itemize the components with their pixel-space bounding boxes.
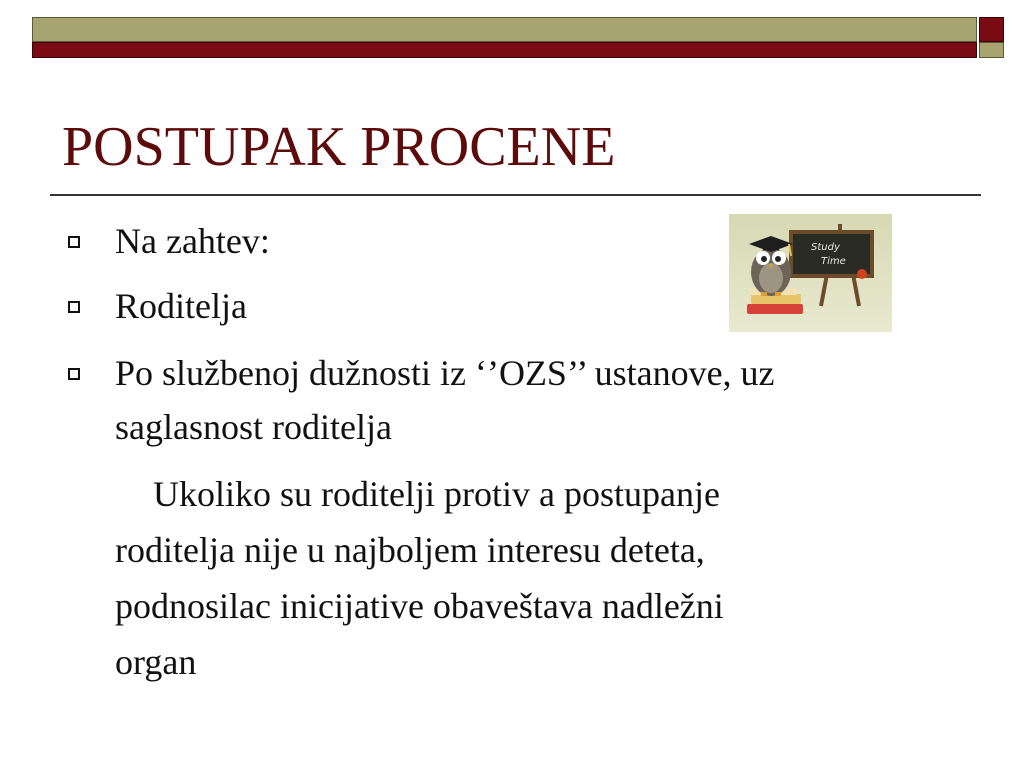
paragraph-line: roditelja nije u najboljem interesu deteta, bbox=[115, 530, 705, 570]
owl-blackboard-icon bbox=[729, 214, 892, 332]
paragraph-line: Ukoliko su roditelji protiv a postupanje bbox=[153, 474, 720, 514]
square-bullet-icon bbox=[68, 368, 80, 380]
slide-title: POSTUPAK PROCENE bbox=[62, 116, 616, 178]
bullet-text-continuation: saglasnost roditelja bbox=[115, 407, 392, 447]
header-corner-red bbox=[979, 17, 1004, 42]
header-band-olive bbox=[32, 17, 977, 42]
body-paragraph bbox=[115, 466, 945, 690]
bullet-text: Roditelja bbox=[115, 286, 247, 326]
header-band-red bbox=[32, 42, 977, 58]
square-bullet-icon bbox=[68, 301, 80, 313]
paragraph-line: podnosilac inicijative obaveštava nadležni bbox=[115, 586, 724, 626]
board-text-line2: Time bbox=[821, 256, 846, 267]
owl-blackboard-illustration bbox=[729, 214, 892, 332]
title-divider bbox=[50, 194, 981, 196]
board-text-line1: Study bbox=[811, 242, 840, 253]
header-corner-olive bbox=[979, 42, 1004, 58]
bullet-text: Na zahtev: bbox=[115, 221, 270, 261]
bullet-text: Po službenoj dužnosti iz ‘’OZS’’ ustanove, uz bbox=[115, 353, 775, 393]
square-bullet-icon bbox=[68, 236, 80, 248]
paragraph-line: organ bbox=[115, 642, 197, 682]
